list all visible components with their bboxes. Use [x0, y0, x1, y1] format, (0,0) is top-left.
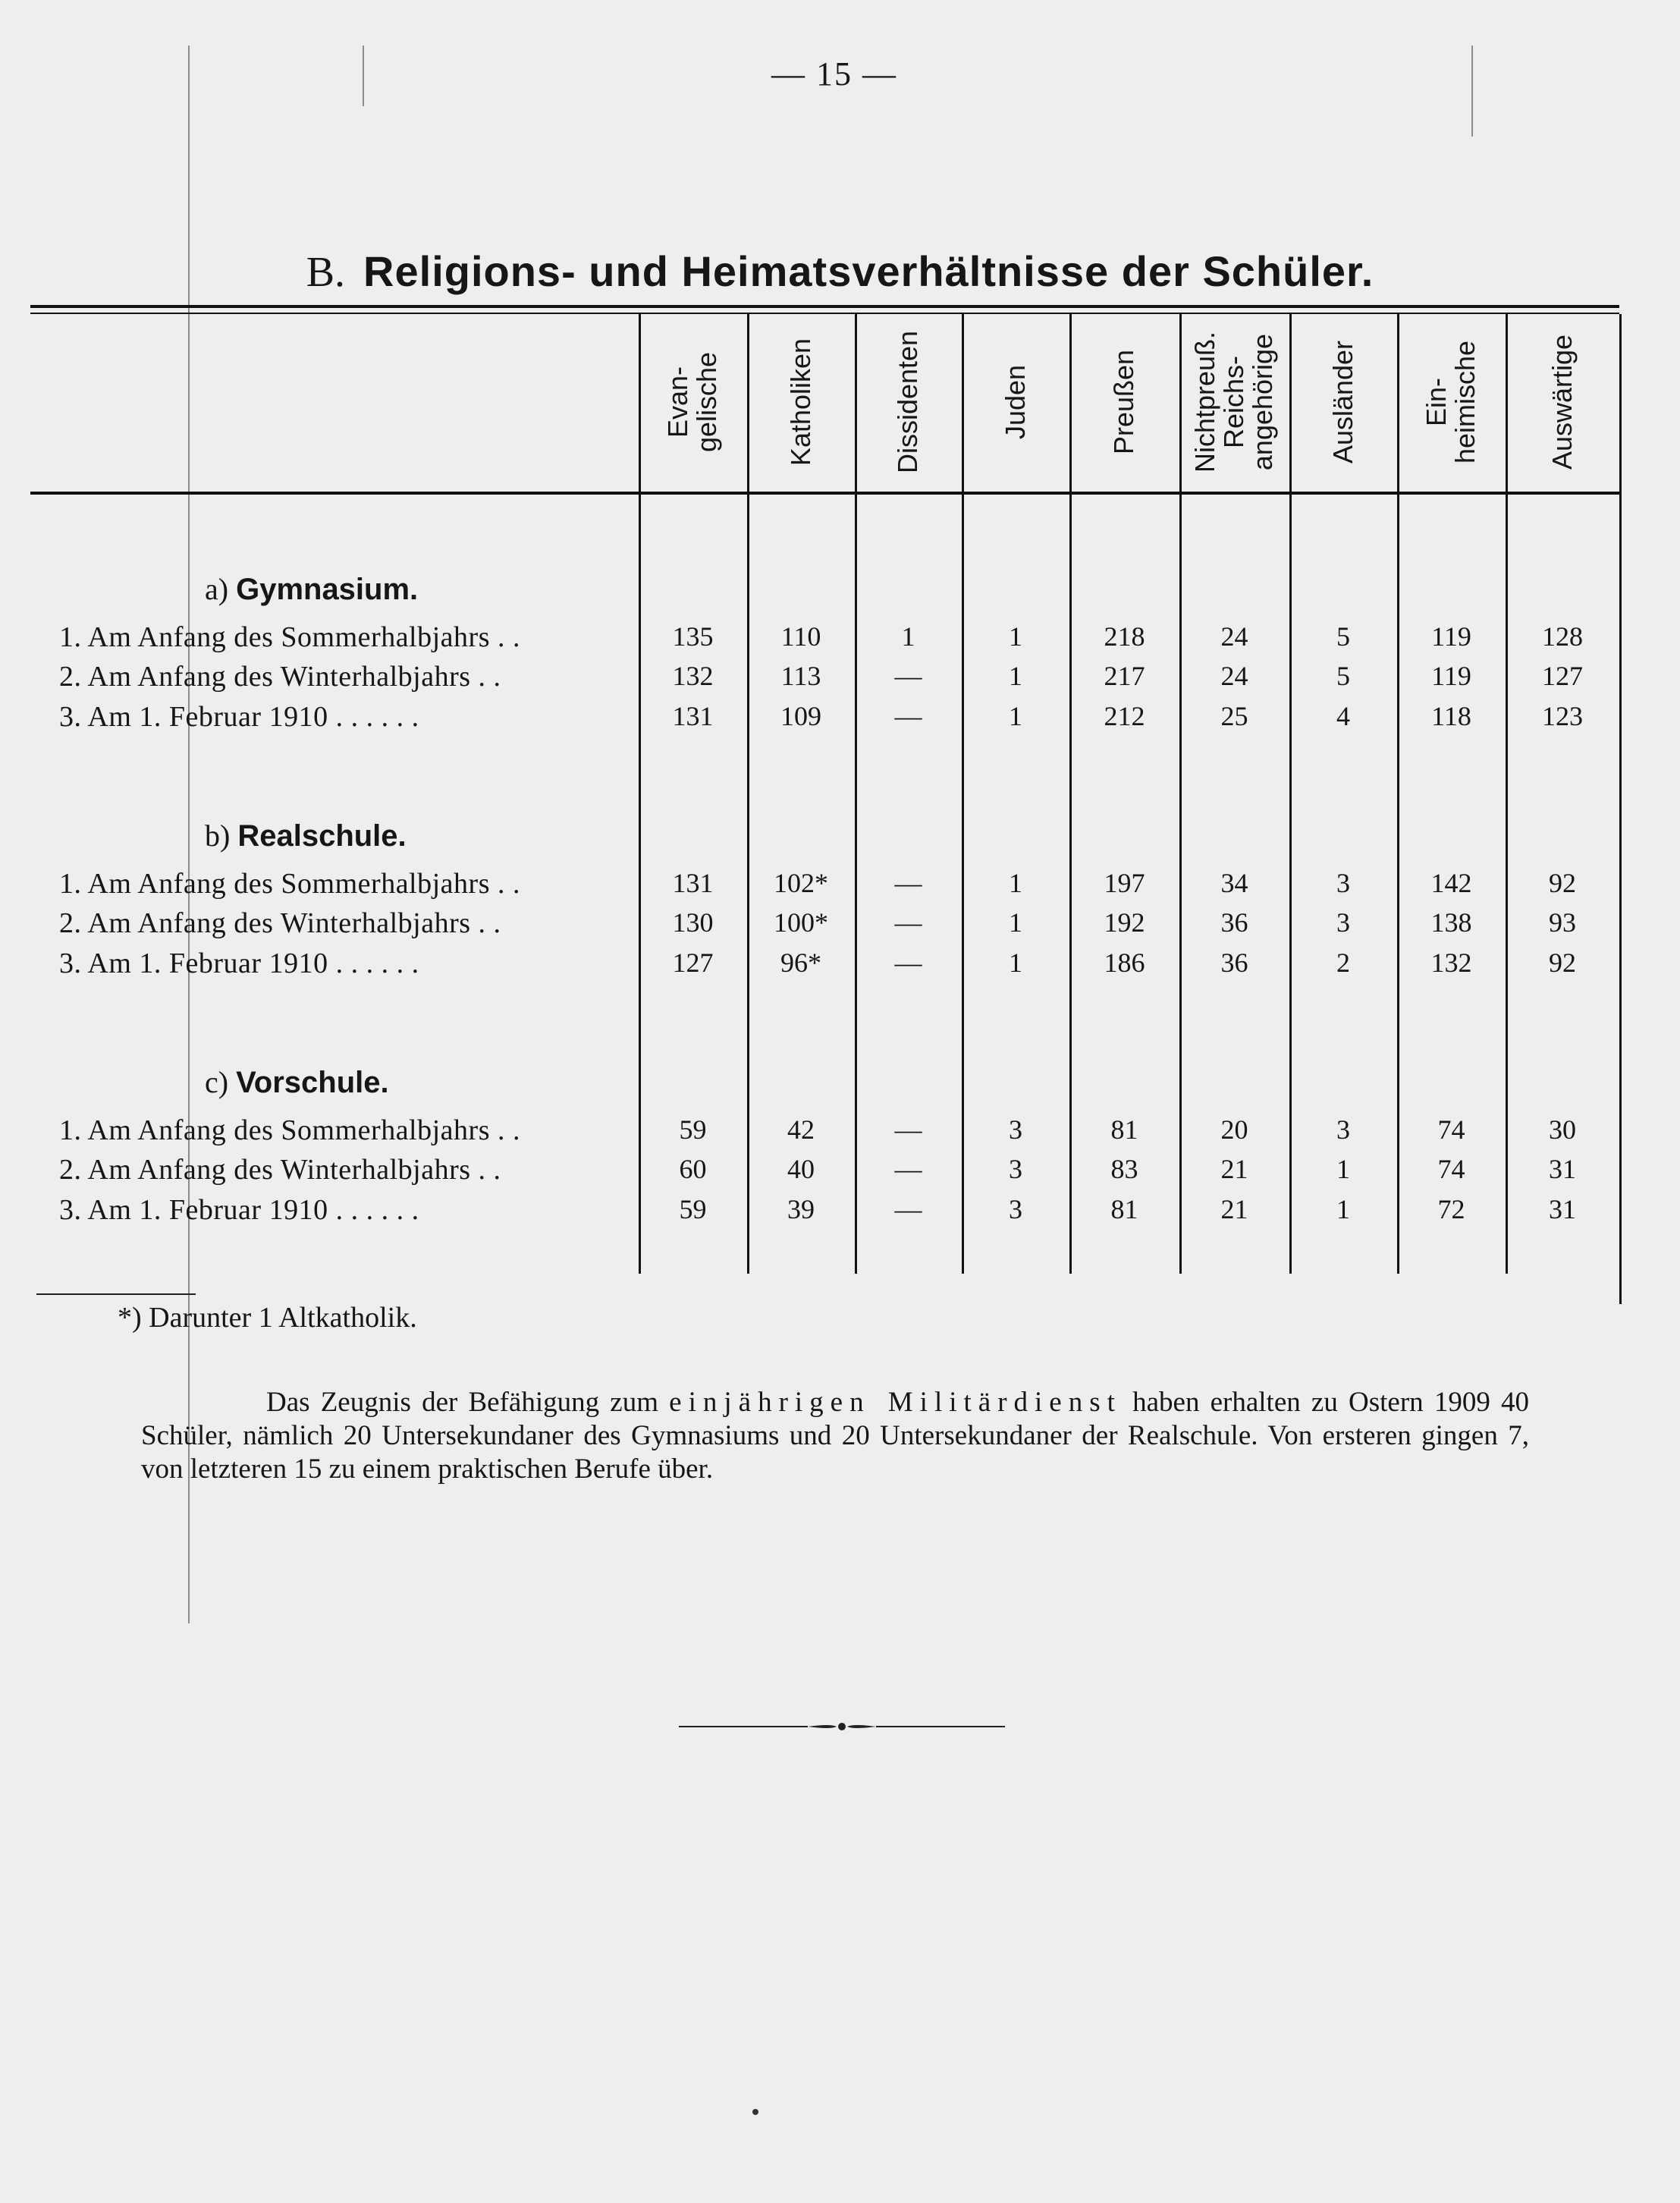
- table-cell: 36: [1220, 948, 1248, 978]
- column-header-label: Nichtpreuß. Reichs- angehörige: [1189, 331, 1279, 473]
- table-cell: 186: [1104, 948, 1145, 978]
- table-cell: 5: [1336, 621, 1350, 652]
- table-cell: 218: [1104, 621, 1145, 652]
- table-cell: 21: [1220, 1194, 1248, 1224]
- table-cell: 39: [787, 1194, 815, 1224]
- table-row-label: 1. Am Anfang des Sommerhalbjahrs . .: [59, 1114, 520, 1146]
- table-cell: 24: [1220, 621, 1248, 652]
- table-top-rule: [30, 305, 1619, 308]
- table-cell: 212: [1104, 701, 1145, 731]
- table-cell: 1: [1009, 868, 1022, 898]
- section-prefix: b): [205, 819, 231, 853]
- table-cell: 131: [672, 701, 714, 731]
- table-cell: 20: [1220, 1114, 1248, 1145]
- table-cell: —: [894, 1114, 922, 1145]
- column-rule: [1619, 314, 1622, 1304]
- section-label: [205, 1064, 389, 1100]
- column-header-label: Ausländer: [1327, 340, 1359, 464]
- column-header-label: Ein- heimische: [1421, 340, 1481, 464]
- table-cell: 100*: [774, 907, 828, 938]
- table-cell: 3: [1009, 1194, 1022, 1224]
- table-cell: 1: [1009, 701, 1022, 731]
- table-cell: 192: [1104, 907, 1145, 938]
- table-cell: —: [894, 1154, 922, 1184]
- table-cell: 132: [1430, 948, 1472, 978]
- table-cell: 127: [1542, 661, 1583, 691]
- footnote-rule: [36, 1293, 196, 1295]
- paragraph-spaced: einjährigen Militärdienst: [669, 1387, 1122, 1418]
- section-prefix: a): [205, 572, 229, 606]
- table-cell: 42: [787, 1114, 815, 1145]
- column-header-label: Evan- gelische: [662, 351, 723, 453]
- section-name: Vorschule.: [236, 1066, 389, 1099]
- column-header-label: Auswärtige: [1547, 334, 1578, 470]
- column-header-label: Preußen: [1108, 349, 1140, 455]
- table-cell: 217: [1104, 661, 1145, 691]
- table-cell: 3: [1009, 1154, 1022, 1184]
- table-cell: 118: [1431, 701, 1471, 731]
- column-header: [1179, 319, 1289, 486]
- table-cell: 1: [1009, 661, 1022, 691]
- table-cell: 1: [1009, 948, 1022, 978]
- table-cell: 74: [1437, 1114, 1465, 1145]
- table-top-rule-thin: [30, 313, 1619, 314]
- ornament-divider: [679, 1721, 1005, 1733]
- table-cell: 142: [1430, 868, 1472, 898]
- table-cell: 30: [1549, 1114, 1576, 1145]
- table-cell: —: [894, 661, 922, 691]
- table-cell: 72: [1437, 1194, 1465, 1224]
- table-cell: 1: [901, 621, 915, 652]
- table-cell: 21: [1220, 1154, 1248, 1184]
- table-cell: 2: [1336, 948, 1350, 978]
- section-prefix: c): [205, 1065, 229, 1099]
- column-header: [639, 319, 747, 486]
- table-cell: 197: [1104, 868, 1145, 898]
- table-row-label: 1. Am Anfang des Sommerhalbjahrs . .: [59, 868, 520, 900]
- section-heading: [0, 247, 1680, 297]
- footnote: *) Darunter 1 Altkatholik.: [118, 1302, 417, 1334]
- table-row-label: 3. Am 1. Februar 1910 . . . . . .: [59, 1194, 419, 1226]
- section-name: Gymnasium.: [236, 573, 419, 606]
- table-cell: 123: [1542, 701, 1583, 731]
- table-cell: 25: [1220, 701, 1248, 731]
- table-cell: 1: [1336, 1194, 1350, 1224]
- table-cell: 131: [672, 868, 714, 898]
- column-header: [1289, 319, 1397, 486]
- table-cell: 1: [1009, 621, 1022, 652]
- section-label: [205, 818, 407, 853]
- table-row-label: 3. Am 1. Februar 1910 . . . . . .: [59, 948, 419, 979]
- table-cell: —: [894, 701, 922, 731]
- table-row-label: 1. Am Anfang des Sommerhalbjahrs . .: [59, 621, 520, 653]
- table-cell: 36: [1220, 907, 1248, 938]
- table-cell: 31: [1549, 1194, 1576, 1224]
- table-cell: 135: [672, 621, 714, 652]
- section-name: Realschule.: [237, 819, 407, 853]
- table-cell: 96*: [780, 948, 821, 978]
- heading-letter: B.: [306, 249, 346, 296]
- table-cell: 3: [1336, 868, 1350, 898]
- table-cell: 132: [672, 661, 714, 691]
- table-cell: 74: [1437, 1154, 1465, 1184]
- table-cell: —: [894, 907, 922, 938]
- table-cell: 93: [1549, 907, 1576, 938]
- table-cell: —: [894, 1194, 922, 1224]
- column-header: [1506, 319, 1619, 486]
- table-cell: 110: [780, 621, 821, 652]
- section-label: [205, 571, 418, 607]
- table-cell: 127: [672, 948, 714, 978]
- paragraph-part1: Das Zeugnis der Befähigung zum: [266, 1387, 658, 1418]
- table-cell: 81: [1110, 1114, 1138, 1145]
- table-cell: 109: [780, 701, 821, 731]
- heading-title: Religions- und Heimatsverhältnisse der Schüler.: [363, 247, 1374, 295]
- ghost-edge: [1471, 46, 1473, 137]
- table-cell: 138: [1430, 907, 1472, 938]
- column-header: [747, 319, 855, 486]
- table-cell: 3: [1336, 1114, 1350, 1145]
- table-cell: 119: [1431, 661, 1471, 691]
- table-cell: 4: [1336, 701, 1350, 731]
- table-cell: 3: [1009, 1114, 1022, 1145]
- column-header: [1397, 319, 1506, 486]
- table-cell: 59: [679, 1194, 707, 1224]
- table-cell: 92: [1549, 948, 1576, 978]
- table-row-label: 2. Am Anfang des Winterhalbjahrs . .: [59, 1154, 501, 1186]
- column-header: [855, 319, 962, 486]
- table-cell: 40: [787, 1154, 815, 1184]
- header-bottom-rule: [30, 492, 1619, 495]
- paragraph-part2: haben erhalten zu Ostern 1909 40 Schüler, nämlich 20 Untersekundaner des Gymnasiums und 20 Untersekundaner der Realschule. Von ersteren gingen 7, von letzteren 15 zu einem praktischen Berufe über.: [141, 1387, 1529, 1485]
- table-cell: 113: [780, 661, 821, 691]
- table-cell: —: [894, 868, 922, 898]
- stray-dot: [752, 2109, 758, 2115]
- column-header-label: Juden: [1000, 364, 1031, 440]
- table-cell: —: [894, 948, 922, 978]
- column-header-label: Dissidenten: [892, 330, 924, 474]
- table-cell: 59: [679, 1114, 707, 1145]
- table-row-label: 2. Am Anfang des Winterhalbjahrs . .: [59, 907, 501, 939]
- column-header-label: Katholiken: [785, 338, 816, 467]
- table-cell: 119: [1431, 621, 1471, 652]
- column-header: [1069, 319, 1179, 486]
- table-cell: 83: [1110, 1154, 1138, 1184]
- page-number: — 15 —: [771, 55, 897, 93]
- table-cell: 130: [672, 907, 714, 938]
- table-cell: 1: [1336, 1154, 1350, 1184]
- column-header: [962, 319, 1069, 486]
- table-cell: 24: [1220, 661, 1248, 691]
- table-cell: 81: [1110, 1194, 1138, 1224]
- table-cell: 3: [1336, 907, 1350, 938]
- ghost-edge: [363, 46, 364, 106]
- table-cell: 128: [1542, 621, 1583, 652]
- table-cell: 34: [1220, 868, 1248, 898]
- body-paragraph: [141, 1386, 1529, 1486]
- table-cell: 5: [1336, 661, 1350, 691]
- table-row-label: 3. Am 1. Februar 1910 . . . . . .: [59, 701, 419, 733]
- table-cell: 60: [679, 1154, 707, 1184]
- table-cell: 92: [1549, 868, 1576, 898]
- table-row-label: 2. Am Anfang des Winterhalbjahrs . .: [59, 661, 501, 693]
- table-cell: 1: [1009, 907, 1022, 938]
- table-cell: 102*: [774, 868, 828, 898]
- table-cell: 31: [1549, 1154, 1576, 1184]
